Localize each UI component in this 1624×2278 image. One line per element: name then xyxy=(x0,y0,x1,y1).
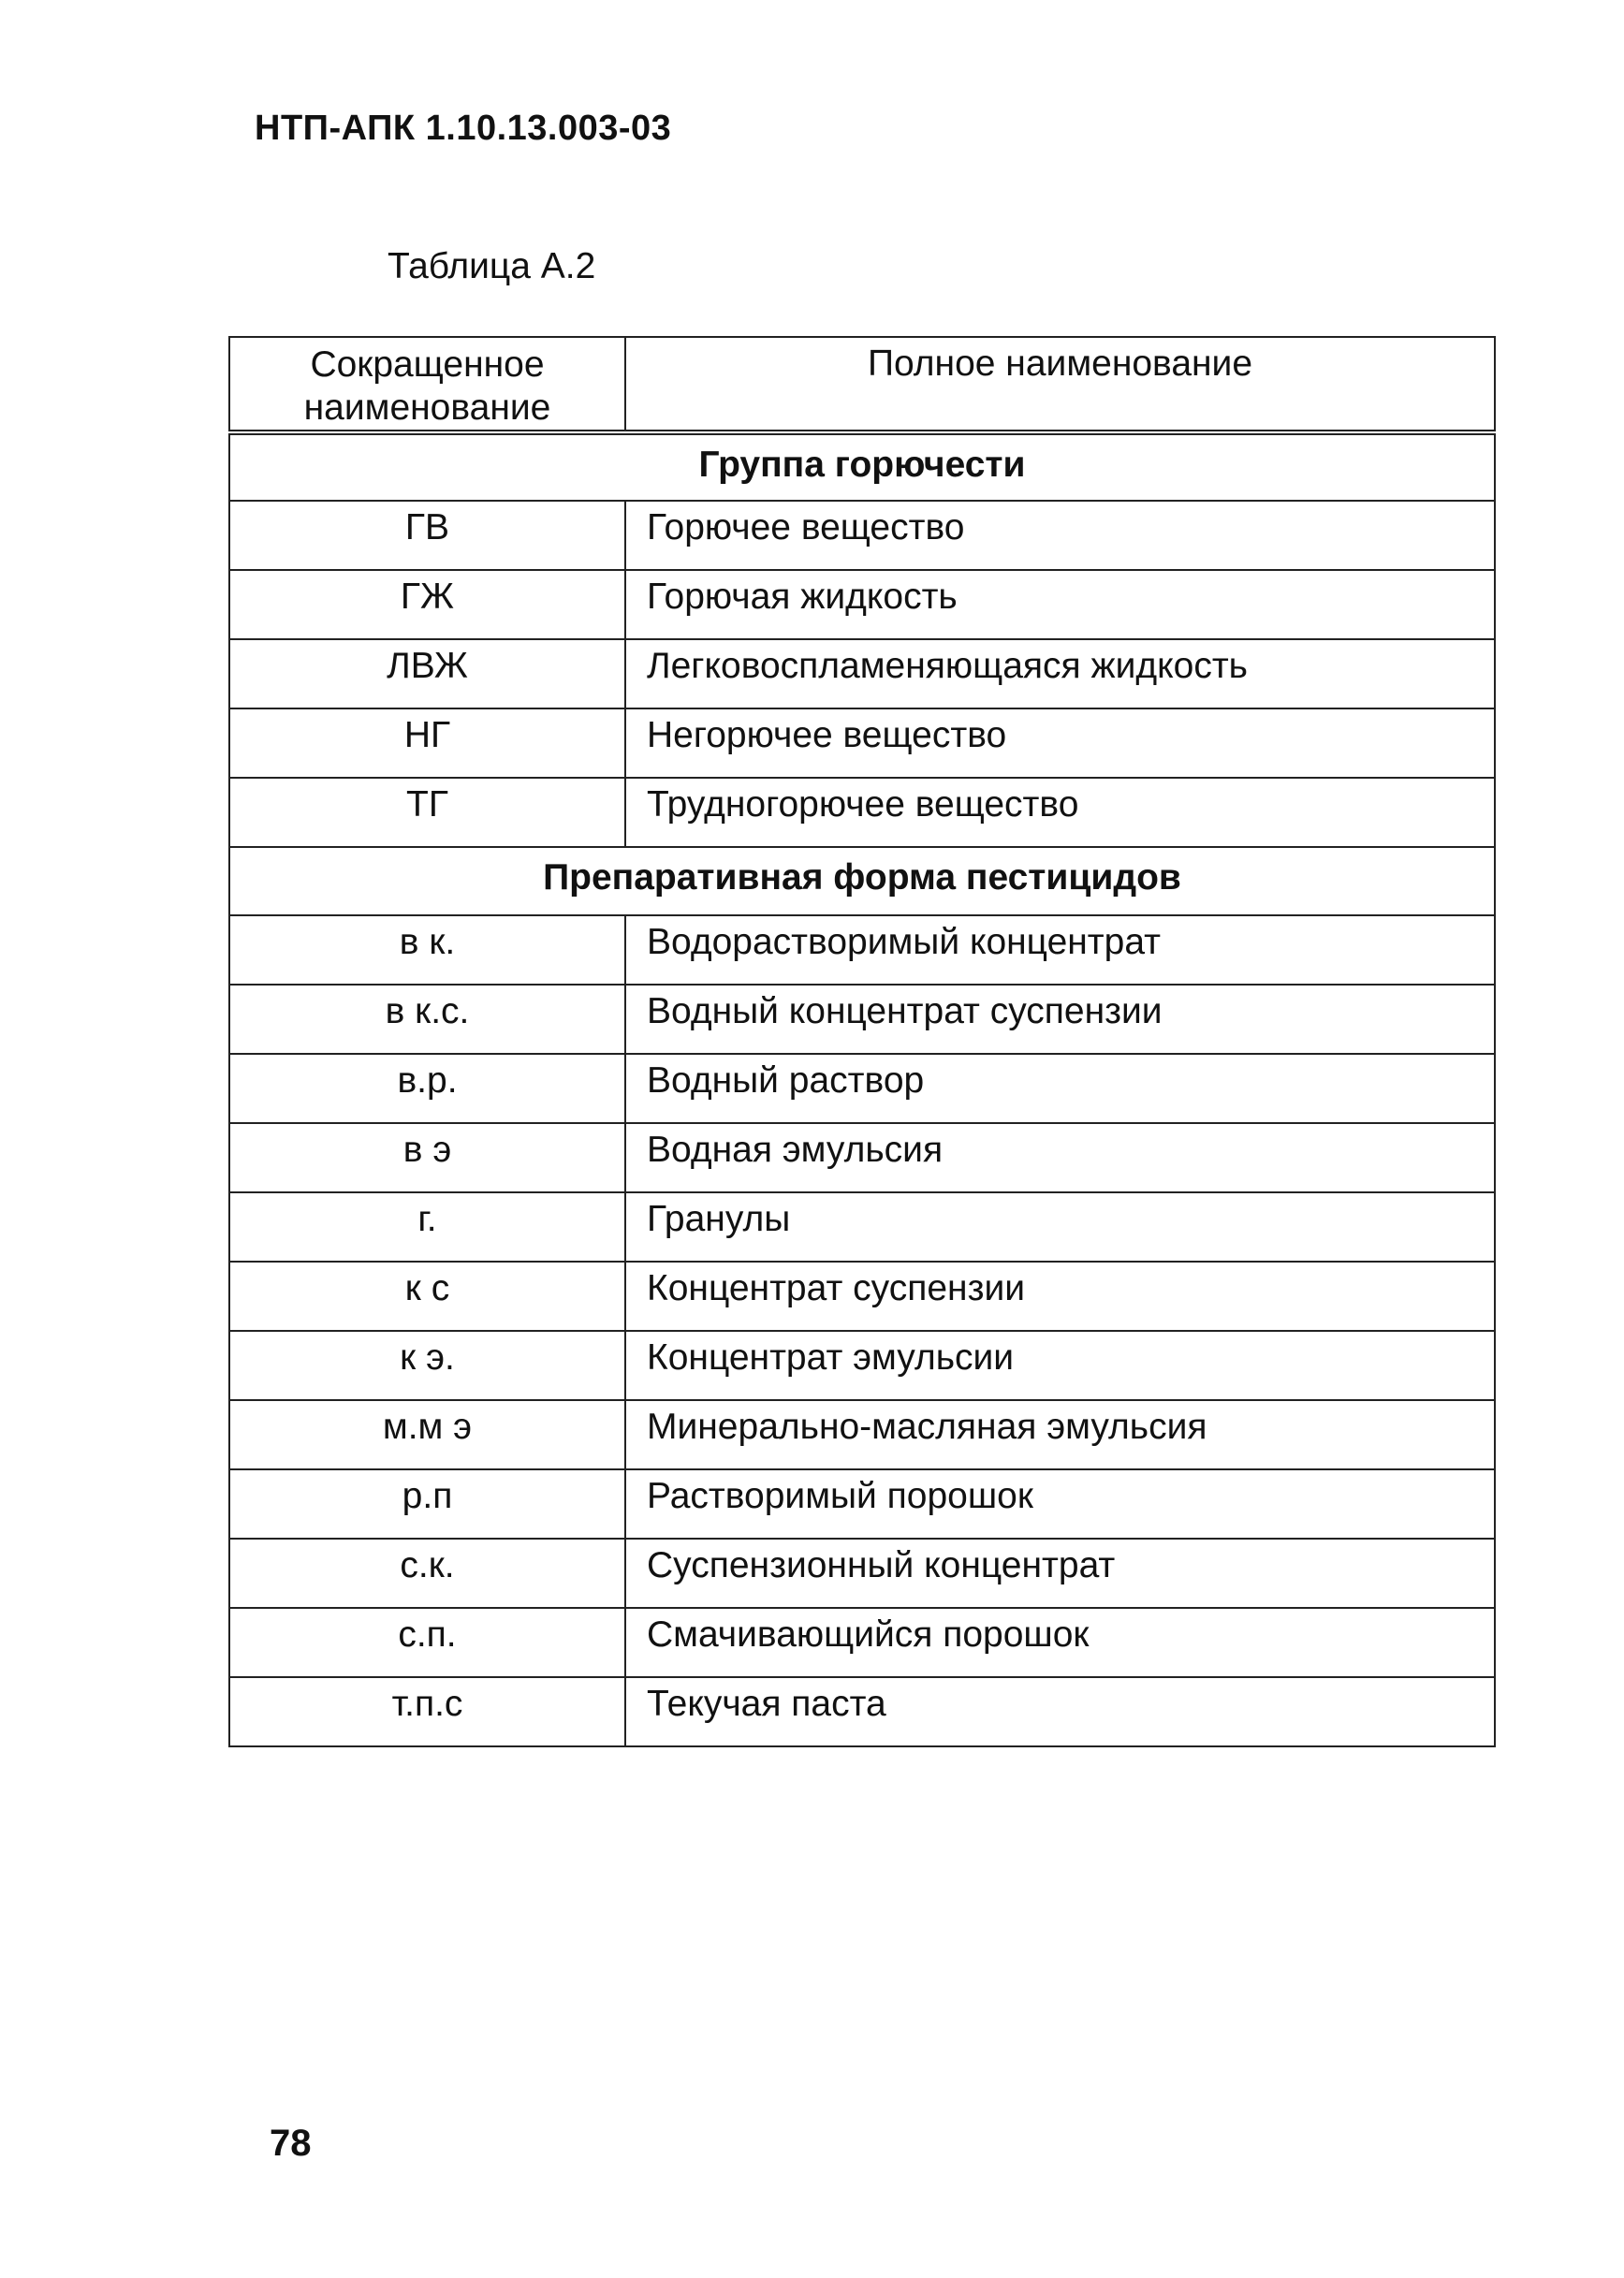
abbr-cell: в к. xyxy=(229,915,625,985)
full-name-cell: Суспензионный концентрат xyxy=(625,1539,1495,1608)
abbr-cell: к с xyxy=(229,1262,625,1331)
abbr-cell: в к.с. xyxy=(229,985,625,1054)
table-row xyxy=(229,985,1495,1054)
abbr-cell: НГ xyxy=(229,708,625,778)
header-short-name-line2: наименование xyxy=(303,387,551,428)
full-name-cell: Водорастворимый концентрат xyxy=(625,915,1495,985)
table-row xyxy=(229,501,1495,570)
abbr-cell: ЛВЖ xyxy=(229,639,625,708)
group-row xyxy=(229,432,1495,501)
table-row xyxy=(229,1192,1495,1262)
abbr-cell: т.п.с xyxy=(229,1677,625,1746)
table-row xyxy=(229,1608,1495,1677)
full-name-cell: Трудногорючее вещество xyxy=(625,778,1495,847)
abbr-cell: с.п. xyxy=(229,1608,625,1677)
full-name-cell: Водный раствор xyxy=(625,1054,1495,1123)
abbr-cell: г. xyxy=(229,1192,625,1262)
header-short-name-line1: Сокращенное xyxy=(310,344,545,385)
full-name-cell: Текучая паста xyxy=(625,1677,1495,1746)
full-name-cell: Минерально-масляная эмульсия xyxy=(625,1400,1495,1469)
full-name-cell: Горючее вещество xyxy=(625,501,1495,570)
table-row xyxy=(229,1469,1495,1539)
full-name-cell: Концентрат суспензии xyxy=(625,1262,1495,1331)
header-full-name: Полное наименование xyxy=(625,337,1495,432)
table-row xyxy=(229,778,1495,847)
group-row xyxy=(229,847,1495,915)
full-name-cell: Горючая жидкость xyxy=(625,570,1495,639)
full-name-cell: Смачивающийся порошок xyxy=(625,1608,1495,1677)
header-short-name xyxy=(229,337,625,432)
group-title: Группа горючести xyxy=(229,432,1495,501)
full-name-cell: Негорючее вещество xyxy=(625,708,1495,778)
full-name-cell: Водная эмульсия xyxy=(625,1123,1495,1192)
table-row xyxy=(229,570,1495,639)
abbr-cell: в.р. xyxy=(229,1054,625,1123)
abbr-cell: к э. xyxy=(229,1331,625,1400)
abbr-cell: ГВ xyxy=(229,501,625,570)
abbr-cell: с.к. xyxy=(229,1539,625,1608)
abbr-cell: м.м э xyxy=(229,1400,625,1469)
table-row xyxy=(229,1331,1495,1400)
table-row xyxy=(229,1262,1495,1331)
full-name-cell: Концентрат эмульсии xyxy=(625,1331,1495,1400)
abbr-cell: ГЖ xyxy=(229,570,625,639)
full-name-cell: Легковоспламеняющаяся жидкость xyxy=(625,639,1495,708)
abbr-cell: ТГ xyxy=(229,778,625,847)
table-row xyxy=(229,708,1495,778)
full-name-cell: Водный концентрат суспензии xyxy=(625,985,1495,1054)
page-number: 78 xyxy=(270,2123,312,2164)
table-header-row xyxy=(229,337,1495,432)
abbr-cell: р.п xyxy=(229,1469,625,1539)
abbr-cell: в э xyxy=(229,1123,625,1192)
full-name-cell: Растворимый порошок xyxy=(625,1469,1495,1539)
table-row xyxy=(229,1677,1495,1746)
table-row xyxy=(229,915,1495,985)
group-title: Препаративная форма пестицидов xyxy=(229,847,1495,915)
table-row xyxy=(229,1539,1495,1608)
abbreviations-table xyxy=(228,336,1496,1747)
table-row xyxy=(229,1400,1495,1469)
table-caption: Таблица А.2 xyxy=(388,246,596,286)
table-row xyxy=(229,1054,1495,1123)
full-name-cell: Гранулы xyxy=(625,1192,1495,1262)
table-row xyxy=(229,639,1495,708)
table-row xyxy=(229,1123,1495,1192)
document-code: НТП-АПК 1.10.13.003-03 xyxy=(255,109,672,148)
